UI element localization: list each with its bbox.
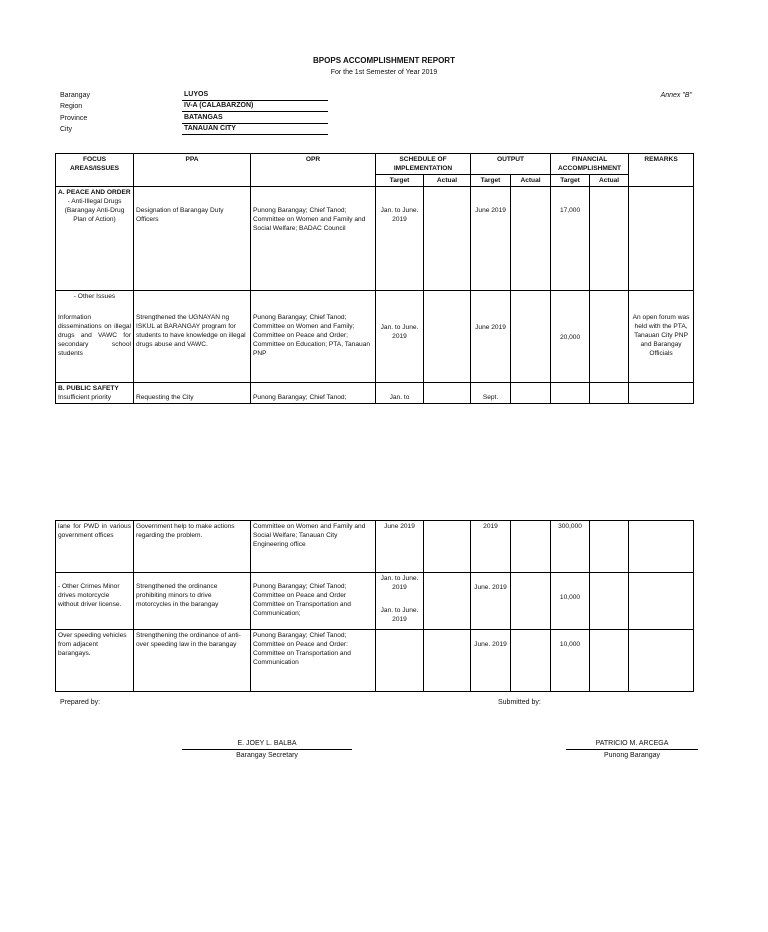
col-financial: FINANCIAL ACCOMPLISHMENT xyxy=(551,154,629,175)
opr-text: Punong Barangay; Chief Tanod; Committee on Peace and Order: Committee on Transportation and Communication xyxy=(253,632,351,666)
col-output-actual: Actual xyxy=(511,175,551,187)
remarks-text: An open forum was held with the PTA, Tanauan City PNP and Barangay Officials xyxy=(632,314,690,357)
col-fin-target: Target xyxy=(551,175,590,187)
city-label: City xyxy=(60,126,73,133)
opr-text: Punong Barangay; Chief Tanod; Committee on Women and Family; Committee on Peace and Order; Committee on Education; PTA, Tanauan PNP xyxy=(253,314,371,357)
output-target: 2019 xyxy=(483,523,498,530)
focus-text: Insufficient priority xyxy=(58,394,112,401)
fin-target: 20,000 xyxy=(559,334,581,341)
table-row xyxy=(56,521,694,573)
report-title: BPOPS ACCOMPLISHMENT REPORT xyxy=(313,56,455,65)
prepared-title: Barangay Secretary xyxy=(236,752,298,759)
ppa-text: Strengthened the UGNAYAN ng ISKUL at BARANGAY program for students to have knowledge on illegal drugs abuse and VAWC. xyxy=(136,314,246,348)
col-focus: FOCUS AREAS/ISSUES xyxy=(56,154,134,187)
submitted-signature-line xyxy=(566,749,698,750)
sched-target: Jan. to June. 2019 xyxy=(380,207,419,223)
sched-target: June 2019 xyxy=(384,523,415,530)
sched-target: Jan. to June. 2019 xyxy=(380,324,419,340)
prepared-by-label: Prepared by: xyxy=(60,699,101,706)
ppa-text: Strengthened the ordinance prohibiting minors to drive motorcycles in the barangay xyxy=(136,583,219,608)
table-row xyxy=(56,630,694,692)
focus-text: Information disseminations on illegal drugs and VAWC for secondary school students xyxy=(58,314,131,357)
city-value: TANAUAN CITY xyxy=(182,125,328,135)
sched-target: Jan. to June. 2019 xyxy=(380,607,419,623)
submitted-title: Punong Barangay xyxy=(603,752,661,759)
section-peace-order: A. PEACE AND ORDER xyxy=(58,189,131,196)
fin-target: 17,000 xyxy=(559,207,581,214)
barangay-label: Barangay xyxy=(60,92,90,99)
ppa-text: Government help to make actions regarding the problem. xyxy=(136,523,235,539)
prepared-name: E. JOEY L. BALBA xyxy=(237,740,297,747)
section-public-safety: B. PUBLIC SAFETY xyxy=(58,385,119,392)
output-target: June. 2019 xyxy=(474,584,507,591)
sched-target: Jan. to June. 2019 xyxy=(380,575,419,591)
table-row xyxy=(56,187,694,291)
focus-subheading: - Other Issues xyxy=(73,293,116,300)
submitted-by-label: Submitted by: xyxy=(498,699,541,706)
col-ppa: PPA xyxy=(134,154,251,187)
accomplishment-table-part2 xyxy=(55,520,694,692)
report-subtitle: For the 1st Semester of Year 2019 xyxy=(330,69,438,76)
col-output-target: Target xyxy=(471,175,511,187)
accomplishment-table-part1 xyxy=(55,153,694,404)
table-row xyxy=(56,573,694,630)
prepared-signature-line xyxy=(182,749,352,750)
sched-target: Jan. to xyxy=(389,394,410,401)
col-sched-target: Target xyxy=(376,175,424,187)
fin-target: 10,000 xyxy=(559,641,581,648)
submitted-name: PATRICIO M. ARCEGA xyxy=(595,740,669,747)
ppa-text: Strengthening the ordinance of anti- over speeding law in the barangay xyxy=(136,632,241,648)
output-target: June 2019 xyxy=(475,207,506,214)
output-target: June 2019 xyxy=(475,324,506,331)
fin-target: 300,000 xyxy=(558,523,582,530)
opr-text: Punong Barangay; Chief Tanod; xyxy=(253,394,347,401)
barangay-value: LUYOS xyxy=(182,91,328,101)
ppa-text: Designation of Barangay Duty Officers xyxy=(136,207,224,223)
col-remarks: REMARKS xyxy=(629,154,694,187)
output-target: June. 2019 xyxy=(474,641,507,648)
province-label: Province xyxy=(60,115,88,122)
col-sched-actual: Actual xyxy=(424,175,471,187)
focus-text: lane for PWD in various government offices xyxy=(58,523,131,539)
annex-label: Annex "B" xyxy=(660,92,692,99)
col-fin-actual: Actual xyxy=(590,175,629,187)
col-opr: OPR xyxy=(251,154,376,187)
region-value: IV-A (CALABARZON) xyxy=(182,102,328,112)
focus-text: - Other Crimes Minor drives motorcycle without driver license. xyxy=(58,583,122,608)
region-label: Region xyxy=(60,103,83,110)
table-row xyxy=(56,383,694,404)
focus-text: - Anti-Illegal Drugs (Barangay Anti-Drug Plan of Action) xyxy=(64,198,125,223)
ppa-text: Requesting the City xyxy=(136,394,194,401)
col-output: OUTPUT xyxy=(471,154,551,175)
opr-text: Punong Barangay; Chief Tanod; Committee on Women and Family and Social Welfare; BADAC Council xyxy=(253,207,366,232)
opr-text: Committee on Women and Family and Social Welfare; Tanauan City Engineering office xyxy=(253,523,366,548)
province-value: BATANGAS xyxy=(182,114,328,124)
col-schedule: SCHEDULE OF IMPLEMENTATION xyxy=(376,154,471,175)
fin-target: 10,000 xyxy=(559,594,581,601)
table-row xyxy=(56,291,694,383)
output-target: Sept. xyxy=(482,394,499,401)
focus-text: Over speeding vehicles from adjacent barangays. xyxy=(58,632,127,657)
opr-text: Punong Barangay; Chief Tanod; Committee on Peace and Order Committee on Transportation and Communication; xyxy=(253,583,351,617)
